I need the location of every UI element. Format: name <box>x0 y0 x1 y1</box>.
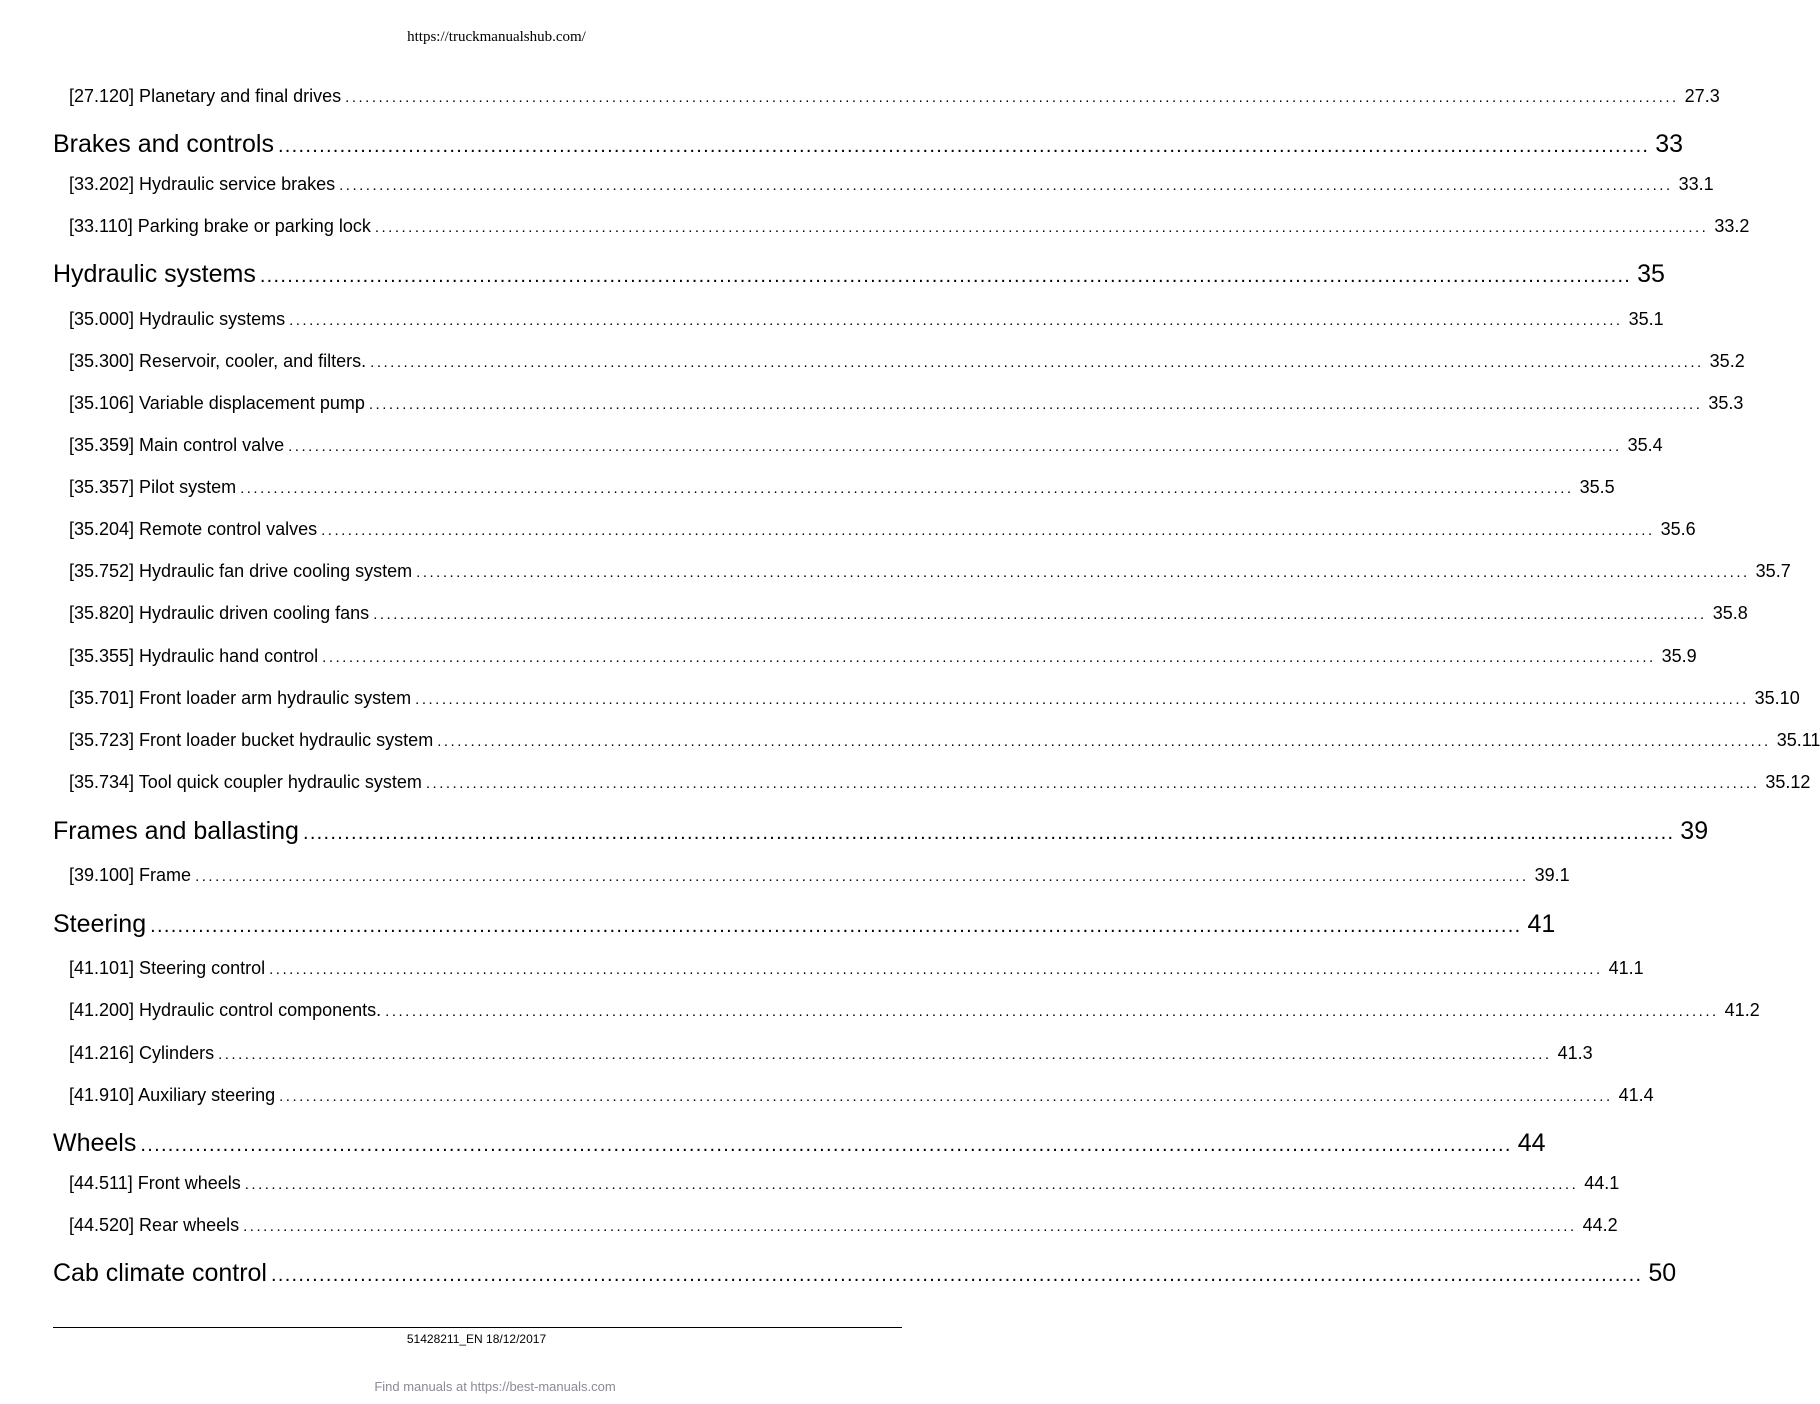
toc-page-number: 35.6 <box>1660 519 1696 539</box>
toc-entry[interactable] <box>69 477 1615 501</box>
toc-entry[interactable] <box>69 1000 1760 1024</box>
toc-page-number: 33.2 <box>1714 216 1750 236</box>
toc-page-number: 27.3 <box>1684 86 1720 106</box>
toc-entry[interactable] <box>69 1173 1620 1197</box>
toc-section[interactable] <box>53 1259 1677 1293</box>
toc-page-number: 35.5 <box>1579 477 1615 497</box>
toc-page-number: 44 <box>1517 1129 1546 1157</box>
toc-entry-title: [41.101] Steering control <box>69 958 266 978</box>
toc-entry[interactable] <box>69 772 1811 796</box>
toc-entry-title: [35.106] Variable displacement pump <box>69 393 365 413</box>
dot-leader: ........................................................................................................................................................................................................ <box>218 1046 1552 1063</box>
toc-entry[interactable] <box>69 351 1745 375</box>
toc-entry-title: [35.204] Remote control valves <box>69 519 318 539</box>
toc-entry[interactable] <box>69 958 1644 982</box>
toc-entry-title: [44.511] Front wheels <box>69 1173 241 1193</box>
toc-entry[interactable] <box>69 216 1750 240</box>
toc-entry-title: [35.355] Hydraulic hand control <box>69 646 319 666</box>
toc-entry[interactable] <box>69 86 1720 110</box>
dot-leader: ........................................................................................................................................................................................................ <box>322 649 1656 666</box>
toc-page-number: 41.3 <box>1557 1043 1593 1063</box>
toc-section[interactable] <box>53 817 1709 851</box>
toc-entry[interactable] <box>69 174 1714 198</box>
toc-entry-title: [39.100] Frame <box>69 865 192 885</box>
dot-leader: ........................................................................................................................................................................................................ <box>437 733 1771 750</box>
toc-page-number: 35.10 <box>1754 688 1800 708</box>
toc-section[interactable] <box>53 130 1684 164</box>
toc-entry[interactable] <box>69 646 1697 670</box>
toc-page-number: 41.4 <box>1618 1085 1654 1105</box>
dot-leader: ........................................................................................................................................................................................................ <box>345 89 1679 106</box>
dot-leader: ........................................................................................................................................................................................................ <box>289 312 1623 329</box>
dot-leader: ........................................................................................................................................................................................................ <box>302 822 1675 844</box>
toc-section[interactable] <box>53 1129 1546 1163</box>
toc-entry[interactable] <box>69 688 1800 712</box>
toc-entry-title: [35.000] Hydraulic systems <box>69 309 286 329</box>
dot-leader: ........................................................................................................................................................................................................ <box>416 564 1750 581</box>
toc-entry-title: [41.200] Hydraulic control components. <box>69 1000 382 1020</box>
dot-leader: ........................................................................................................................................................................................................ <box>370 354 1704 371</box>
toc-page-number: 35.7 <box>1755 561 1791 581</box>
document-id: 51428211_EN 18/12/2017 <box>406 1332 547 1346</box>
toc-entry-title: [41.216] Cylinders <box>69 1043 215 1063</box>
dot-leader: ........................................................................................................................................................................................................ <box>339 177 1673 194</box>
dot-leader: ........................................................................................................................................................................................................ <box>269 961 1603 978</box>
toc-page-number: 50 <box>1648 1259 1677 1287</box>
toc-section[interactable] <box>53 260 1665 294</box>
toc-page-number: 44.1 <box>1584 1173 1620 1193</box>
dot-leader: ........................................................................................................................................................................................................ <box>425 775 1760 792</box>
dot-leader: ........................................................................................................................................................................................................ <box>150 915 1522 937</box>
header-url: https://truckmanualshub.com/ <box>407 29 586 45</box>
toc-entry-title: [35.734] Tool quick coupler hydraulic system <box>69 772 422 792</box>
toc-entry[interactable] <box>69 1085 1654 1109</box>
dot-leader: ........................................................................................................................................................................................................ <box>270 1264 1643 1286</box>
toc-page-number: 35.3 <box>1708 393 1744 413</box>
dot-leader: ........................................................................................................................................................................................................ <box>243 1218 1577 1235</box>
toc-page-number: 41.1 <box>1608 958 1644 978</box>
toc-entry-title: [35.723] Front loader bucket hydraulic system <box>69 730 434 750</box>
toc-entry[interactable] <box>69 561 1791 585</box>
toc-entry-title: [41.910] Auxiliary steering <box>69 1085 276 1105</box>
toc-page-number: 35.11 <box>1776 730 1820 750</box>
toc-entry-title: Steering <box>53 910 147 938</box>
toc-entry[interactable] <box>69 393 1744 417</box>
dot-leader: ........................................................................................................................................................................................................ <box>277 135 1650 157</box>
toc-page-number: 41.2 <box>1724 1000 1760 1020</box>
toc-entry-title: [35.300] Reservoir, cooler, and filters. <box>69 351 367 371</box>
dot-leader: ........................................................................................................................................................................................................ <box>195 868 1529 885</box>
dot-leader: ........................................................................................................................................................................................................ <box>385 1003 1719 1020</box>
toc-page-number: 35.8 <box>1712 603 1748 623</box>
toc-entry-title: [27.120] Planetary and final drives <box>69 86 342 106</box>
toc-entry-title: [35.820] Hydraulic driven cooling fans <box>69 603 370 623</box>
toc-entry[interactable] <box>69 309 1664 333</box>
toc-page-number: 33 <box>1655 130 1684 158</box>
toc-entry-title: [35.701] Front loader arm hydraulic system <box>69 688 412 708</box>
dot-leader: ........................................................................................................................................................................................................ <box>288 438 1622 455</box>
toc-entry-title: [44.520] Rear wheels <box>69 1215 240 1235</box>
toc-entry-title: Wheels <box>53 1129 137 1157</box>
toc-entry-title: [33.110] Parking brake or parking lock <box>69 216 371 236</box>
footer-link[interactable]: Find manuals at https://best-manuals.com <box>374 1379 616 1394</box>
toc-page-number: 33.1 <box>1678 174 1714 194</box>
toc-entry-title: Hydraulic systems <box>53 260 256 288</box>
dot-leader: ........................................................................................................................................................................................................ <box>415 691 1749 708</box>
dot-leader: ........................................................................................................................................................................................................ <box>374 219 1709 236</box>
toc-page-number: 39 <box>1680 817 1709 845</box>
dot-leader: ........................................................................................................................................................................................................ <box>259 265 1632 287</box>
footer-divider <box>53 1327 902 1328</box>
toc-page-number: 35.1 <box>1628 309 1664 329</box>
toc-entry-title: Frames and ballasting <box>53 817 299 845</box>
toc-entry-title: [35.357] Pilot system <box>69 477 237 497</box>
toc-entry[interactable] <box>69 435 1663 459</box>
toc-page-number: 41 <box>1527 910 1556 938</box>
toc-page-number: 35.12 <box>1765 772 1811 792</box>
toc-page-number: 35.4 <box>1627 435 1663 455</box>
toc-entry[interactable] <box>69 1043 1593 1067</box>
toc-page-number: 39.1 <box>1534 865 1570 885</box>
toc-entry-title: [35.752] Hydraulic fan drive cooling system <box>69 561 413 581</box>
dot-leader: ........................................................................................................................................................................................................ <box>373 606 1707 623</box>
toc-page-number: 35.2 <box>1709 351 1745 371</box>
toc-page-number: 35 <box>1637 260 1665 288</box>
dot-leader: ........................................................................................................................................................................................................ <box>240 480 1574 497</box>
toc-entry-title: [35.359] Main control valve <box>69 435 285 455</box>
toc-section[interactable] <box>53 910 1556 944</box>
toc-entry-title: [33.202] Hydraulic service brakes <box>69 174 336 194</box>
toc-entry[interactable] <box>69 730 1820 754</box>
toc-page-number: 35.9 <box>1661 646 1697 666</box>
dot-leader: ........................................................................................................................................................................................................ <box>279 1088 1613 1105</box>
toc-page-number: 44.2 <box>1582 1215 1618 1235</box>
dot-leader: ........................................................................................................................................................................................................ <box>140 1134 1512 1156</box>
toc-entry[interactable] <box>69 519 1696 543</box>
toc-entry[interactable] <box>69 603 1748 627</box>
dot-leader: ........................................................................................................................................................................................................ <box>368 396 1703 413</box>
toc-entry-title: Cab climate control <box>53 1259 267 1287</box>
dot-leader: ........................................................................................................................................................................................................ <box>244 1176 1579 1193</box>
dot-leader: ........................................................................................................................................................................................................ <box>321 522 1655 539</box>
toc-entry[interactable] <box>69 865 1570 889</box>
toc-entry[interactable] <box>69 1215 1618 1239</box>
toc-entry-title: Brakes and controls <box>53 130 274 158</box>
